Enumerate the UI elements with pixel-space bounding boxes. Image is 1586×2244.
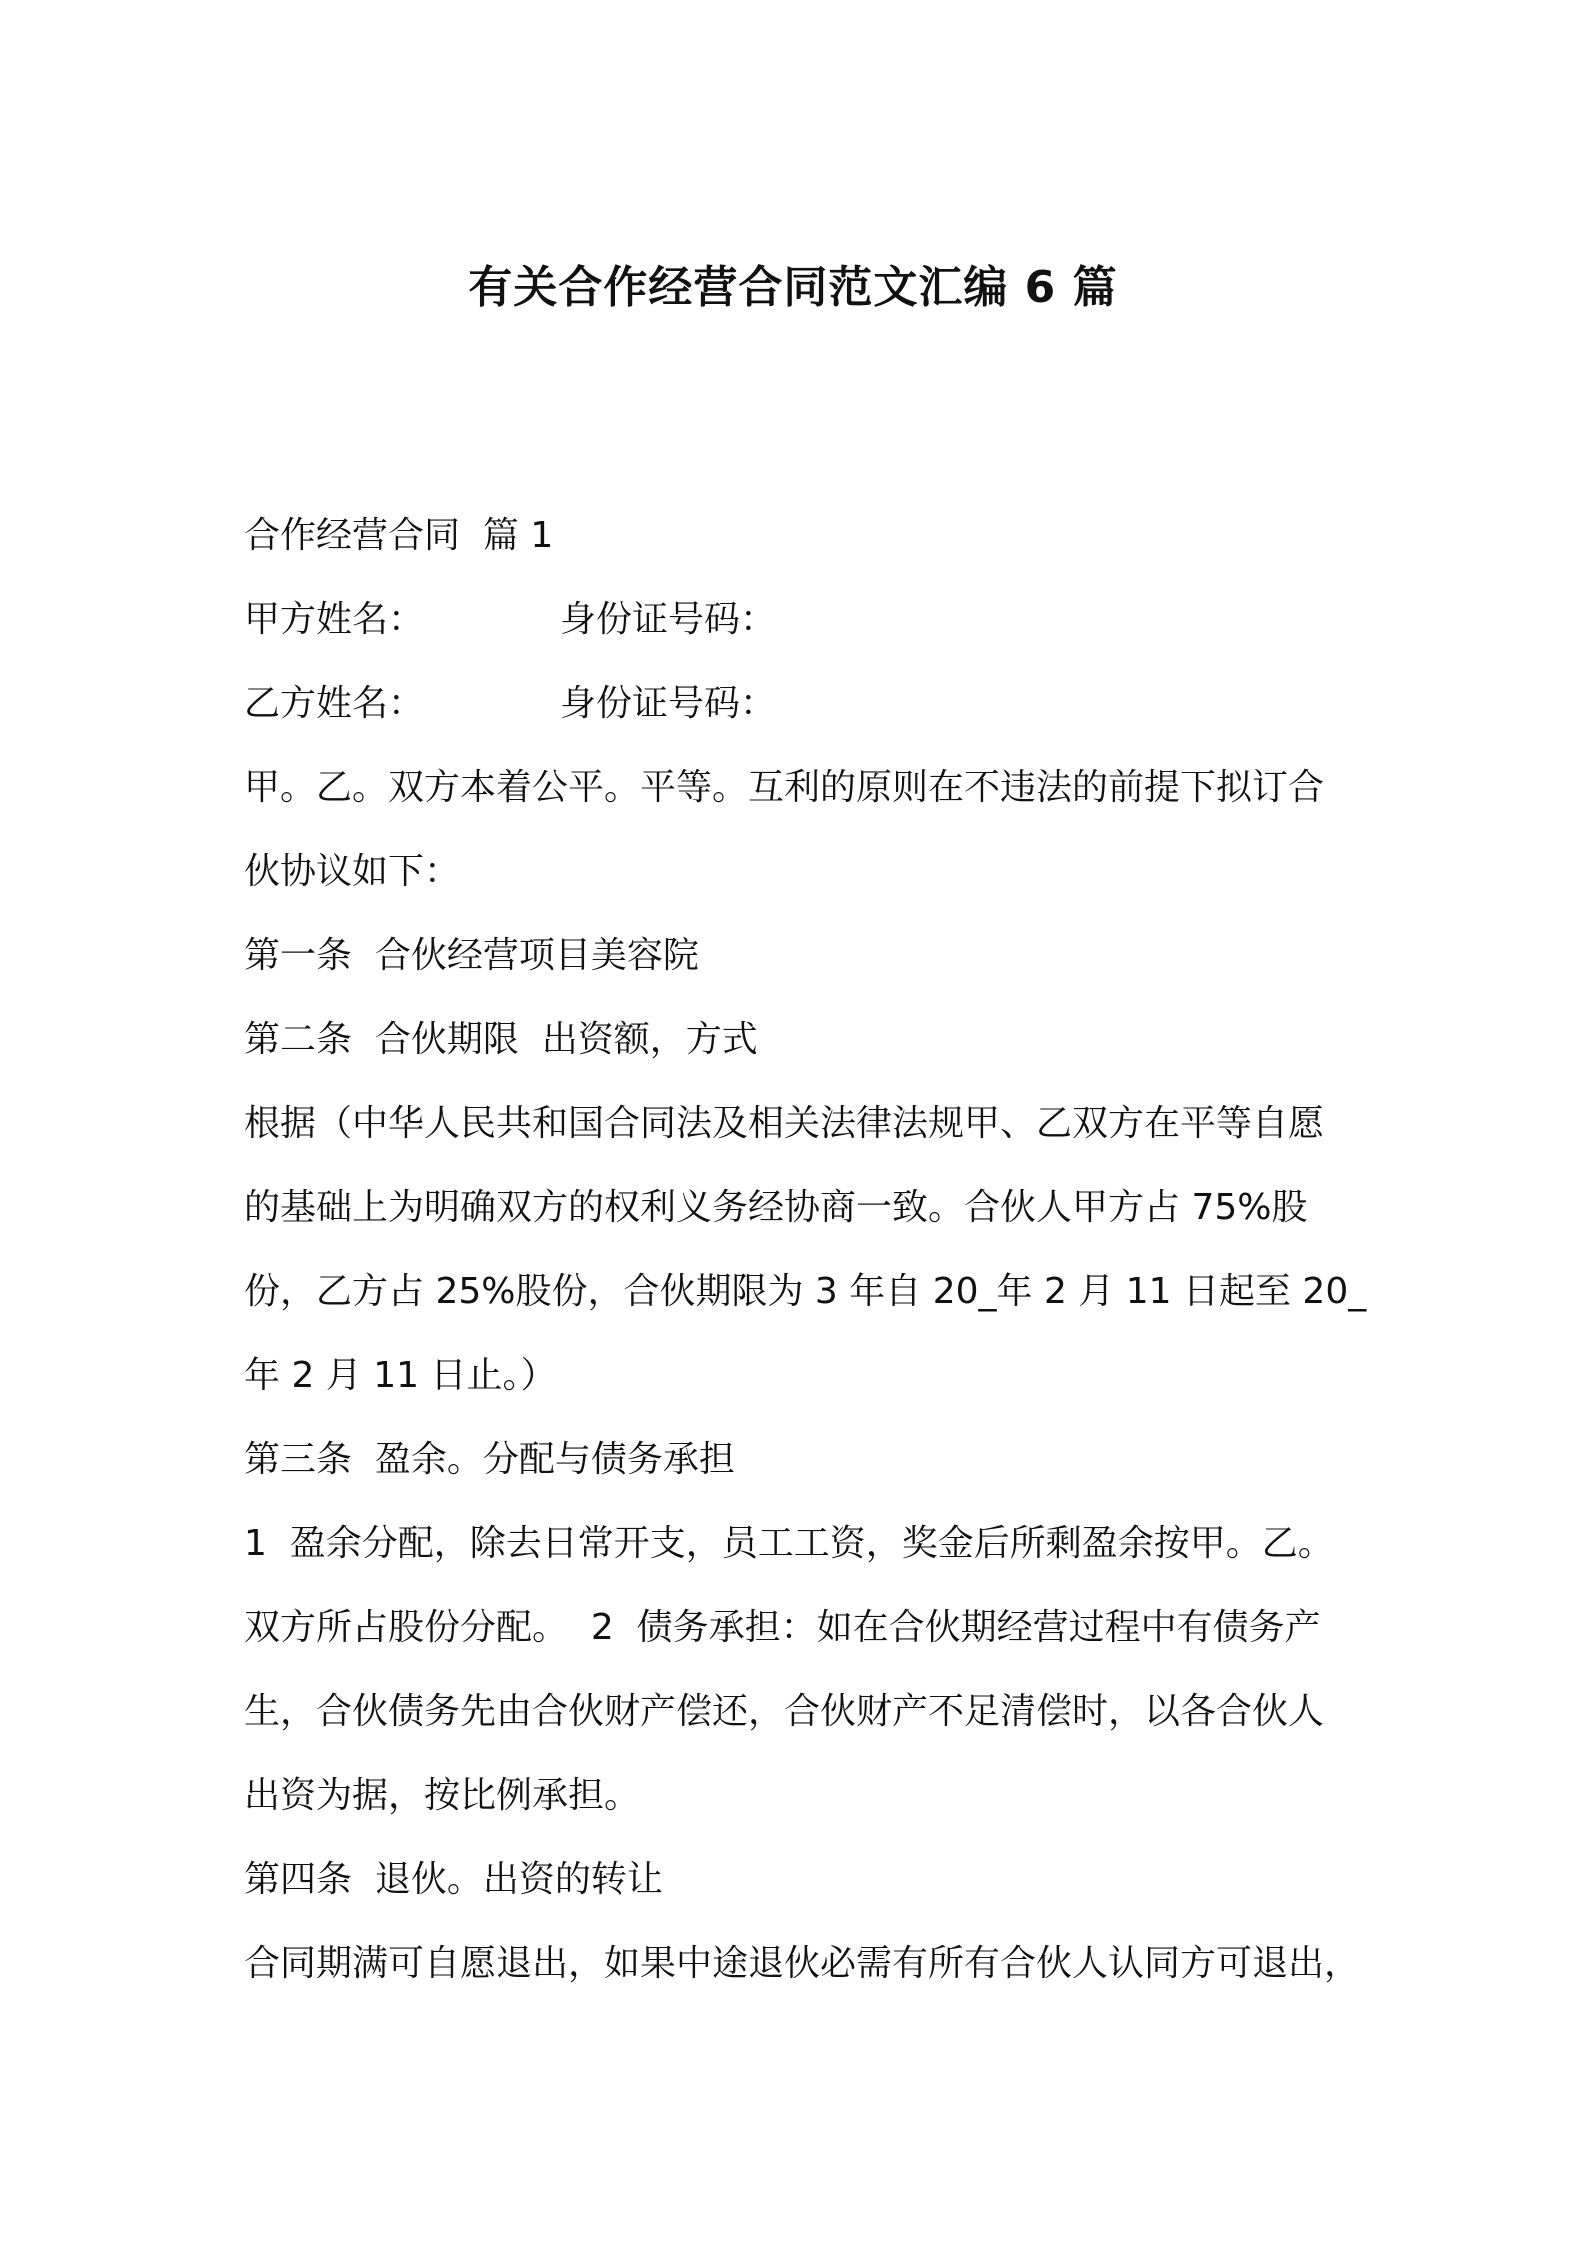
document-body	[244, 494, 1367, 2006]
body-line: 生，合伙债务先由合伙财产偿还，合伙财产不足清偿时，以各合伙人	[244, 1691, 1325, 1732]
party-a-fields	[244, 578, 1364, 662]
body-line: 合同期满可自愿退出，如果中途退伙必需有所有合伙人认同方可退出，	[244, 1943, 1361, 1984]
party-b-fields	[244, 662, 1364, 746]
body-line: 1 盈余分配，除去日常开支，员工工资，奖金后所剩盈余按甲。乙。	[244, 1523, 1334, 1564]
body-line: 甲。乙。双方本着公平。平等。互利的原则在不违法的前提下拟订合	[244, 767, 1325, 808]
article-heading: 第三条 盈余。分配与债务承担	[244, 1439, 735, 1480]
party-a-name-label: 甲方姓名：	[244, 599, 425, 640]
body-line: 的基础上为明确双方的权利义务经协商一致。合伙人甲方占 75%股	[244, 1187, 1308, 1228]
body-line: 根据（中华人民共和国合同法及相关法律法规甲、乙双方在平等自愿	[244, 1103, 1325, 1144]
body-line: 出资为据，按比例承担。	[244, 1775, 641, 1816]
document-title: 有关合作经营合同范文汇编 6 篇	[468, 262, 1118, 313]
body-line: 双方所占股份分配。 2 债务承担：如在合伙期经营过程中有债务产	[244, 1607, 1321, 1648]
party-b-name-label: 乙方姓名：	[244, 683, 425, 724]
article-heading: 第一条 合伙经营项目美容院	[244, 935, 699, 976]
party-a-id-label: 身份证号码：	[560, 599, 777, 640]
article-heading: 第四条 退伙。出资的转让	[244, 1859, 663, 1900]
body-line: 伙协议如下：	[244, 851, 461, 892]
party-b-id-label: 身份证号码：	[560, 683, 777, 724]
article-heading: 第二条 合伙期限 出资额，方式	[244, 1019, 758, 1060]
section-heading: 合作经营合同 篇 1	[244, 515, 554, 556]
body-line: 年 2 月 11 日止。）	[244, 1355, 557, 1396]
body-line: 份，乙方占 25%股份，合伙期限为 3 年自 20_年 2 月 11 日起至 20_	[244, 1271, 1367, 1312]
